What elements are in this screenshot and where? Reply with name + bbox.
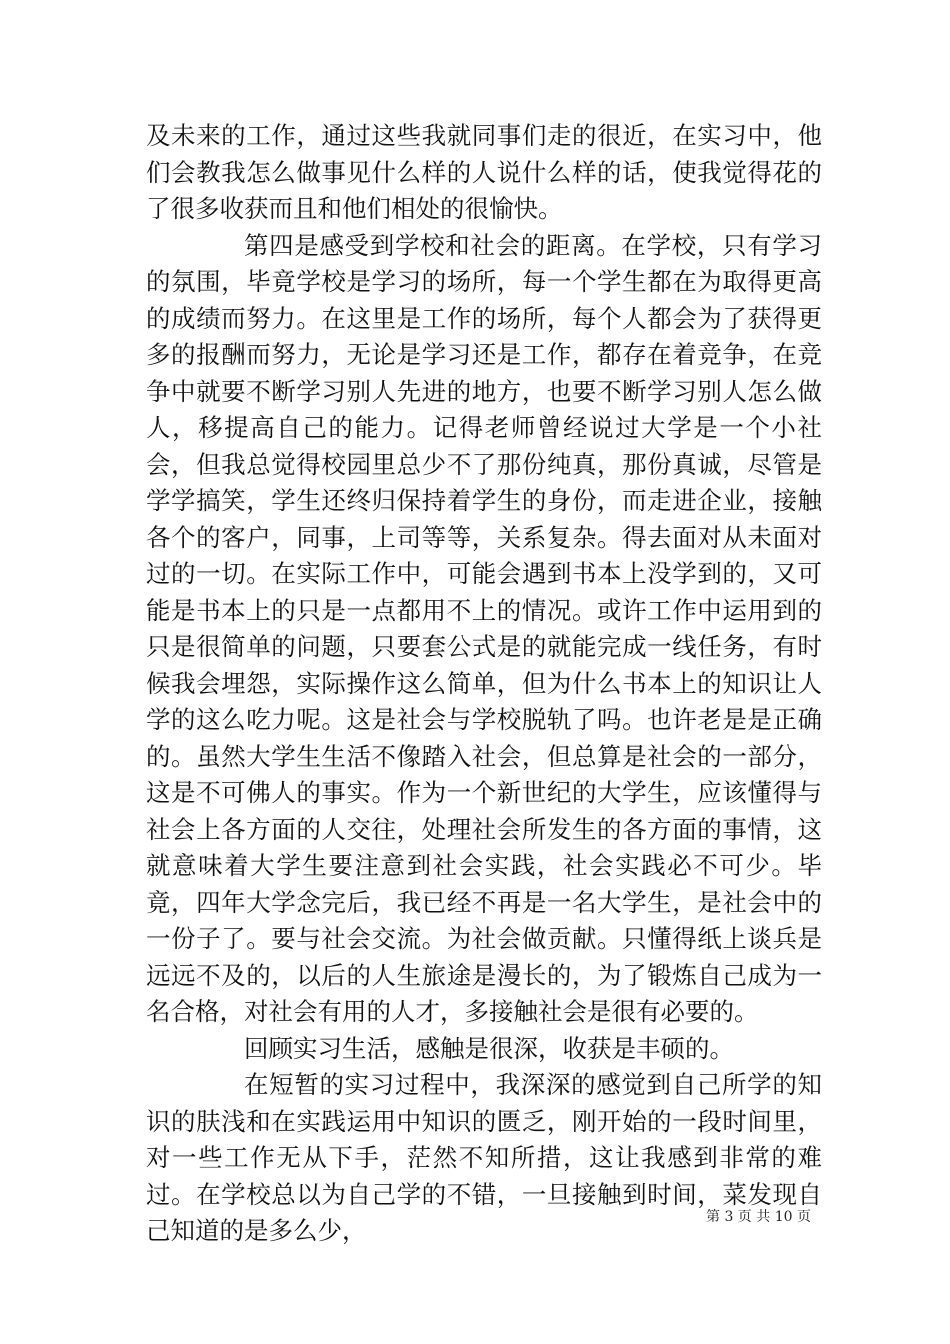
paragraph-review: 回顾实习生活，感触是很深，收获是丰硕的。 <box>244 1033 734 1063</box>
paragraph-continuation: 及未来的工作，通过这些我就同事们走的很近，在实习中，他们会教我怎么做事见什么样的人说什么样的话，使我觉得花的了很多收获而且和他们相处的很愉快。 <box>146 121 822 223</box>
paragraph-school-society-distance: 第四是感受到学校和社会的距离。在学校，只有学习的氛围，毕竟学校是学习的场所，每一个学生都在为取得更高的成绩而努力。在这里是工作的场所，每个人都会为了获得更多的报酬而努力，无论是学习还是工作，都存在着竞争，在竞争中就要不断学习别人先进的地方，也要不断学习别人怎么做人，移提高自己的能力。记得老师曾经说过大学是一个小社会，但我总觉得校园里总少不了那份纯真，那份真诚，尽管是学学搞笑，学生还终归保持着学生的身份，而走进企业，接触各个的客户，同事，上司等等，关系复杂。得去面对从未面对过的一切。在实际工作中，可能会遇到书本上没学到的，又可能是书本上的只是一点都用不上的情况。或许工作中运用到的只是很简单的问题，只要套公式是的就能完成一线任务，有时候我会埋怨，实际操作这么简单，但为什么书本上的知识让人学的这么吃力呢。这是社会与学校脱轨了吗。也许老是是正确的。虽然大学生生活不像踏入社会，但总算是社会的一部分，这是不可佛人的事实。作为一个新世纪的大学生，应该懂得与社会上各方面的人交往，处理社会所发生的各方面的事情，这就意味着大学生要注意到社会实践，社会实践必不可少。毕竟，四年大学念完后，我已经不再是一名大学生，是社会中的一份子了。要与社会交流。为社会做贡献。只懂得纸上谈兵是远远不及的，以后的人生旅途是漫长的，为了锻炼自己成为一名合格，对社会有用的人才，多接触社会是很有必要的。 <box>146 230 822 1026</box>
page-number-footer: 第 3 页 共 10 页 <box>706 1209 811 1225</box>
document-body <box>146 118 822 1250</box>
paragraph-short-internship: 在短暂的实习过程中，我深深的感觉到自己所学的知识的肤浅和在实践运用中知识的匮乏，刚开始的一段时间里，对一些工作无从下手，茫然不知所措，这让我感到非常的难过。在学校总以为自己学的不错，一旦接触到时间，菜发现自己知道的是多么少， <box>146 1070 822 1245</box>
